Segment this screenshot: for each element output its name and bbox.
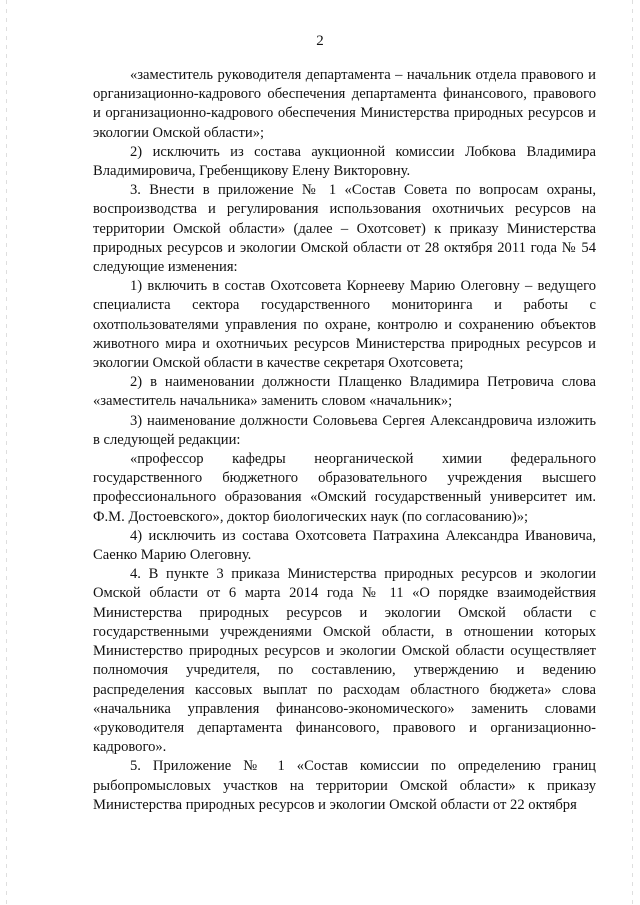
document-body — [93, 66, 596, 815]
paragraph-item-4-exclude: 4) исключить из состава Охотсовета Патрахина Александра Ивановича, Саенко Марию Олеговну. — [93, 527, 596, 564]
paragraph-point-5: 5. Приложение № 1 «Состав комиссии по определению границ рыбопромысловых участков на территории Омской области» к приказу Министерства природных ресурсов и экологии Омской области от 22 октября — [93, 758, 596, 813]
paragraph-quoted-position: «профессор кафедры неорганической химии федерального государственного бюджетного образовательного учреждения высшего профессионального образования «Омский государственный университет им. Ф.М. Достоевского», доктор биологических наук (по согласованию)»; — [93, 451, 596, 525]
paragraph-item-2-title-change: 2) в наименовании должности Плащенко Владимира Петровича слова «заместитель начальника» заменить словом «начальник»; — [93, 374, 596, 410]
paragraph-continuation-quote: «заместитель руководителя департамента – начальник отдела правового и организационно-кадрового обеспечения департамента финансового, правового и организационно-кадрового обеспечения Министерства природных ресурсов и экологии Омской области»; — [93, 67, 596, 141]
paragraph-item-1-include: 1) включить в состав Охотсовета Корнееву Марию Олеговну – ведущего специалиста сектора государственного мониторинга и работы с охотпользователями управления по охране, контролю и сохранению объектов животного мира и охотничьих ресурсов Министерства природных ресурсов и экологии Омской области в качестве секретаря Охотсовета; — [93, 278, 596, 372]
page-number: 2 — [316, 33, 324, 49]
paragraph-item-2-exclude-auction: 2) исключить из состава аукционной комиссии Лобкова Владимира Владимировича, Гребенщикову Елену Викторовну. — [93, 143, 596, 180]
paragraph-point-4: 4. В пункте 3 приказа Министерства природных ресурсов и экологии Омской области от 6 марта 2014 года № 11 «О порядке взаимодействия Министерства природных ресурсов и экологии Омской области с государственными учреждениями Омской области, в отношении которых Министерство природных ресурсов и экологии Омской области осуществляет полномочия учредителя, по составлению, утверждению и ведению распределения кассовых выплат по расходам областного бюджета» слова «начальника управления финансово-экономического» заменить словами «руководителя департамента финансового, правового и организационно-кадрового». — [93, 566, 596, 756]
paragraph-item-3-position: 3) наименование должности Соловьева Сергея Александровича изложить в следующей редакции: — [93, 412, 596, 448]
paragraph-point-3: 3. Внести в приложение № 1 «Состав Совета по вопросам охраны, воспроизводства и регулирования использования охотничьих ресурсов на территории Омской области» (далее – Охотсовет) к приказу Министерства природных ресурсов и экологии Омской области от 28 октября 2011 года № 54 следующие изменения: — [93, 182, 596, 276]
scan-edge-left — [6, 0, 8, 905]
scan-edge-right — [632, 0, 634, 905]
